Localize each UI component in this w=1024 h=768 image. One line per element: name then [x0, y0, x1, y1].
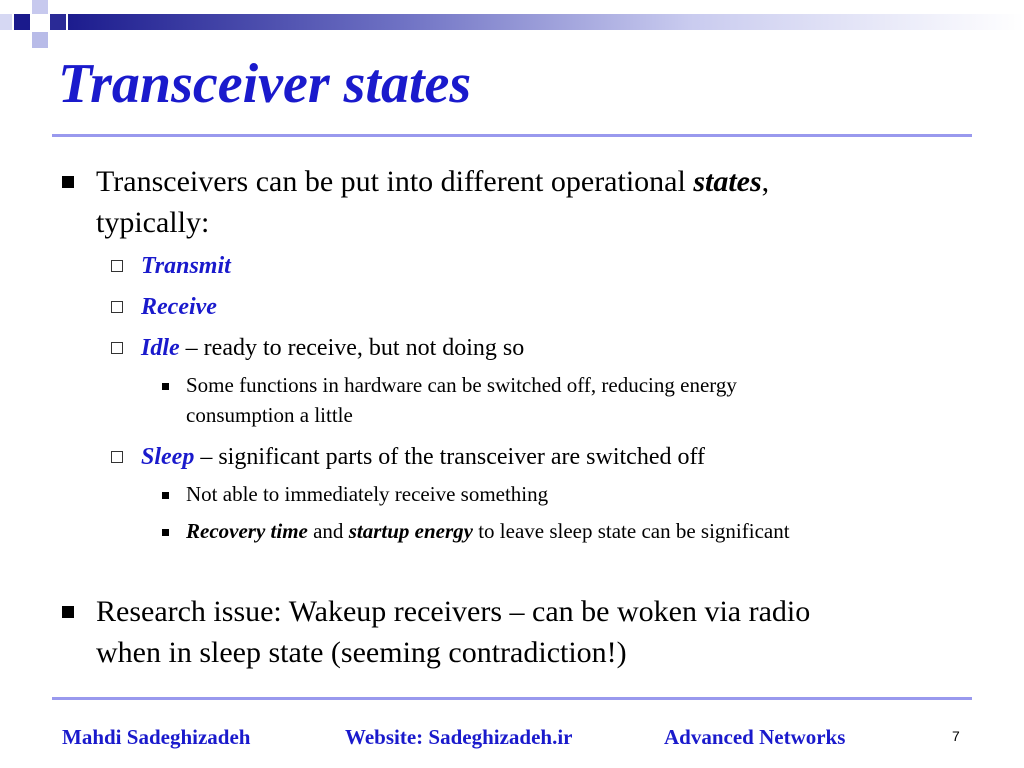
idle-detail-line1: Some functions in hardware can be switched off, reducing energy: [186, 373, 737, 397]
bullet-intro-comma: ,: [761, 165, 770, 198]
state-receive: Receive: [141, 294, 217, 320]
bullet-research-line2: when in sleep state (seeming contradiction!): [96, 636, 627, 669]
bullet-small-square-icon: [162, 529, 169, 536]
term-recovery-time: Recovery time: [186, 519, 308, 543]
state-idle-term: Idle: [141, 335, 180, 361]
bullet-intro: [96, 167, 769, 197]
footer-website: Website: Sadeghizadeh.ir: [345, 725, 573, 749]
bullet-hollow-square-icon: [111, 451, 123, 463]
bullet-intro-text: Transceivers can be put into different operational: [96, 165, 694, 198]
bullet-hollow-square-icon: [111, 260, 123, 272]
footer-author: Mahdi Sadeghizadeh: [62, 725, 251, 749]
bullet-small-square-icon: [162, 383, 169, 390]
sleep-detail-2-and: and: [307, 519, 349, 543]
state-transmit: Transmit: [141, 253, 231, 279]
state-sleep-term: Sleep: [141, 444, 195, 470]
state-idle: [141, 336, 524, 360]
bullet-square-icon: [62, 176, 74, 188]
bullet-square-icon: [62, 606, 74, 618]
idle-detail-line2: consumption a little: [186, 403, 353, 427]
sleep-detail-2: [186, 521, 790, 542]
bullet-hollow-square-icon: [111, 301, 123, 313]
footer-divider: [52, 697, 972, 700]
term-states: states: [693, 165, 762, 198]
bullet-intro-continued: typically:: [96, 206, 210, 239]
term-startup-energy: startup energy: [348, 519, 473, 543]
slide-title: Transceiver states: [58, 53, 472, 115]
footer-course: Advanced Networks: [664, 725, 846, 749]
bullet-research-line1: Research issue: Wakeup receivers – can be woken via radio: [96, 595, 811, 628]
bullet-hollow-square-icon: [111, 342, 123, 354]
bullet-small-square-icon: [162, 492, 169, 499]
sleep-detail-1: Not able to immediately receive something: [186, 482, 549, 506]
state-idle-description: – ready to receive, but not doing so: [179, 335, 525, 361]
state-sleep-description: – significant parts of the transceiver are switched off: [194, 444, 706, 470]
sleep-detail-2-rest: to leave sleep state can be significant: [472, 519, 790, 543]
state-sleep: [141, 445, 705, 469]
page-number: 7: [952, 728, 960, 744]
